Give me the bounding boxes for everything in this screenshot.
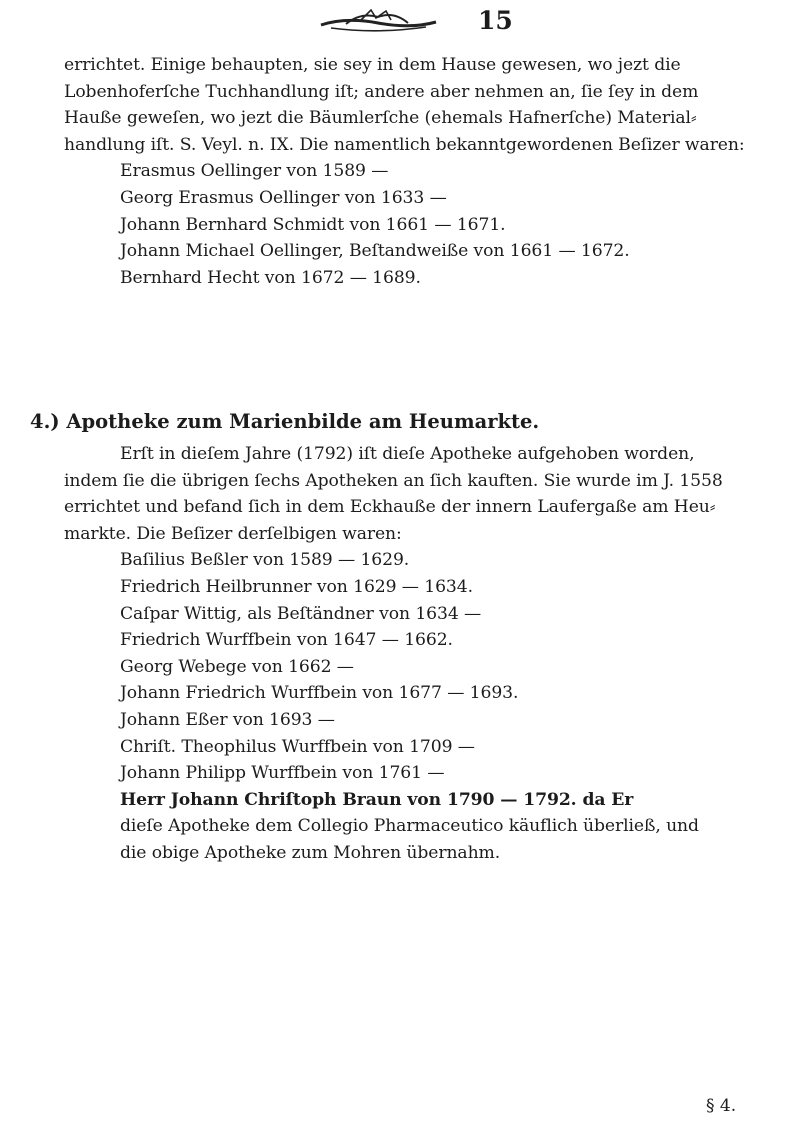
intro-paragraph [64, 52, 764, 291]
text-line: Hauße geweſen, wo jezt die Bäumlerſche (ehemals Hafnerſche) Material⸗ [64, 108, 697, 129]
text-line: indem ſie die übrigen ſechs Apotheken an ſich kauften. Sie wurde im J. 1558 [64, 470, 723, 491]
owner-entry: Caſpar Wittig, als Beſtändner von 1634 — [120, 603, 482, 624]
owner-entry: Georg Webege von 1662 — [120, 656, 354, 677]
text-line: markte. Die Beſizer derſelbigen waren: [64, 523, 402, 544]
owner-entry: Johann Friedrich Wurffbein von 1677 — 1693. [120, 683, 519, 704]
owner-entry: Herr Johann Chriſtoph Braun von 1790 — 1792. da Er [120, 789, 634, 810]
owner-entry: Friedrich Heilbrunner von 1629 — 1634. [120, 576, 473, 597]
catchword: § 4. [706, 1096, 737, 1116]
text-line: Lobenhoferſche Tuchhandlung iſt; andere aber nehmen an, ſie ſey in dem [64, 81, 699, 102]
text-line: dieſe Apotheke dem Collegio Pharmaceutico käuflich überließ, und [120, 816, 699, 837]
owner-entry: Johann Philipp Wurffbein von 1761 — [120, 763, 445, 784]
text-line: handlung iſt. S. Veyl. n. IX. Die namentlich bekanntgewordenen Beſizer waren: [64, 134, 745, 155]
owner-entry: Baſilius Beßler von 1589 — 1629. [120, 550, 410, 571]
section-body [64, 441, 774, 867]
page-number: 15 [478, 6, 513, 35]
section-heading: 4.) Apotheke zum Marienbilde am Heumarkte. [30, 410, 540, 433]
owner-entry: Chriſt. Theophilus Wurffbein von 1709 — [120, 736, 475, 757]
text-line: errichtet. Einige behaupten, sie sey in dem Hause gewesen, wo jezt die [64, 55, 681, 75]
owner-entry: Johann Bernhard Schmidt von 1661 — 1671. [120, 214, 506, 235]
decorative-ornament [316, 8, 441, 34]
text-line: errichtet und befand ſich in dem Eckhauße der innern Laufergaße am Heu⸗ [64, 497, 716, 518]
owner-entry: Erasmus Oellinger von 1589 — [120, 161, 389, 182]
owner-entry: Friedrich Wurffbein von 1647 — 1662. [120, 630, 453, 651]
text-line: Erſt in dieſem Jahre (1792) iſt dieſe Apotheke aufgehoben worden, [120, 444, 695, 464]
owner-entry: Johann Eßer von 1693 — [120, 709, 335, 730]
owner-entry: Johann Michael Oellinger, Beſtandweiße von 1661 — 1672. [120, 241, 630, 262]
owner-entry: Bernhard Hecht von 1672 — 1689. [120, 267, 421, 288]
owner-entry: Georg Erasmus Oellinger von 1633 — [120, 187, 447, 208]
text-line: die obige Apotheke zum Mohren übernahm. [120, 842, 501, 863]
